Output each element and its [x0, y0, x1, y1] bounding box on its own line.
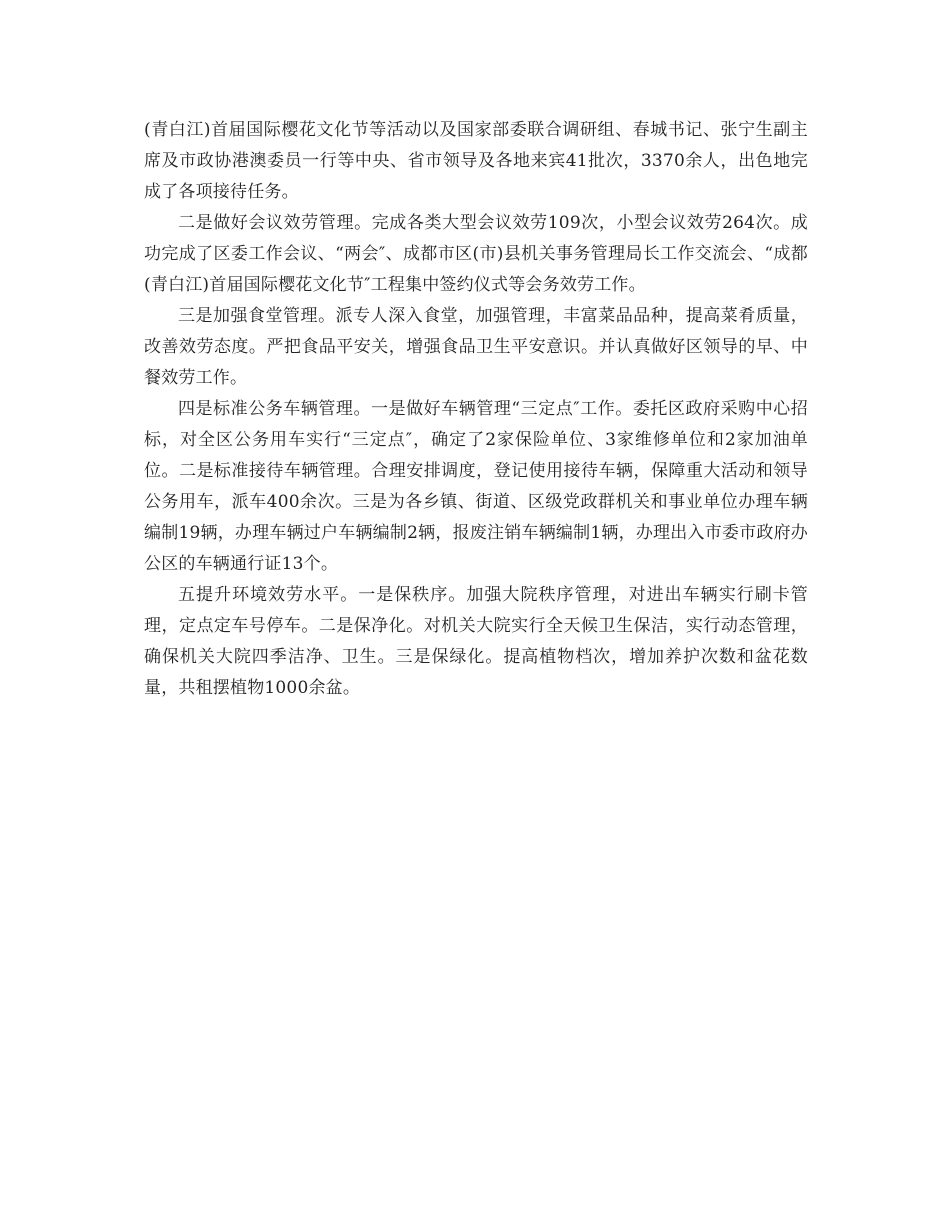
paragraph-vehicle-management: 四是标准公务车辆管理。一是做好车辆管理“三定点″工作。委托区政府采购中心招标，对全区公务用车实行“三定点″，确定了2家保险单位、3家维修单位和2家加油单位。二是标准接待车辆管理。合理安排调度，登记使用接待车辆，保障重大活动和领导公务用车，派车400余次。三是为各乡镇、街道、区级党政群机关和事业单位办理车辆编制19辆，办理车辆过户车辆编制2辆，报废注销车辆编制1辆，办理出入市委市政府办公区的车辆通行证13个。	[144, 399, 808, 574]
paragraph-environment-services: 五提升环境效劳水平。一是保秩序。加强大院秩序管理，对进出车辆实行刷卡管理，定点定车号停车。二是保净化。对机关大院实行全天候卫生保洁，实行动态管理，确保机关大院四季洁净、卫生。三是保绿化。提高植物档次，增加养护次数和盆花数量，共租摆植物1000余盆。	[144, 585, 808, 698]
paragraph-reception-continued: (青白江)首届国际樱花文化节等活动以及国家部委联合调研组、春城书记、张宁生副主席及市政协港澳委员一行等中央、省市领导及各地来宾41批次，3370余人，出色地完成了各项接待任务。	[144, 120, 808, 202]
paragraph-canteen-management: 三是加强食堂管理。派专人深入食堂，加强管理，丰富菜品品种，提高菜肴质量，改善效劳态度。严把食品平安关，增强食品卫生平安意识。并认真做好区领导的早、中餐效劳工作。	[144, 306, 808, 388]
document-body	[144, 115, 808, 704]
paragraph-meeting-services: 二是做好会议效劳管理。完成各类大型会议效劳109次，小型会议效劳264次。成功完成了区委工作会议、“两会″、成都市区(市)县机关事务管理局长工作交流会、“成都(青白江)首届国际樱花文化节″工程集中签约仪式等会务效劳工作。	[144, 213, 808, 295]
